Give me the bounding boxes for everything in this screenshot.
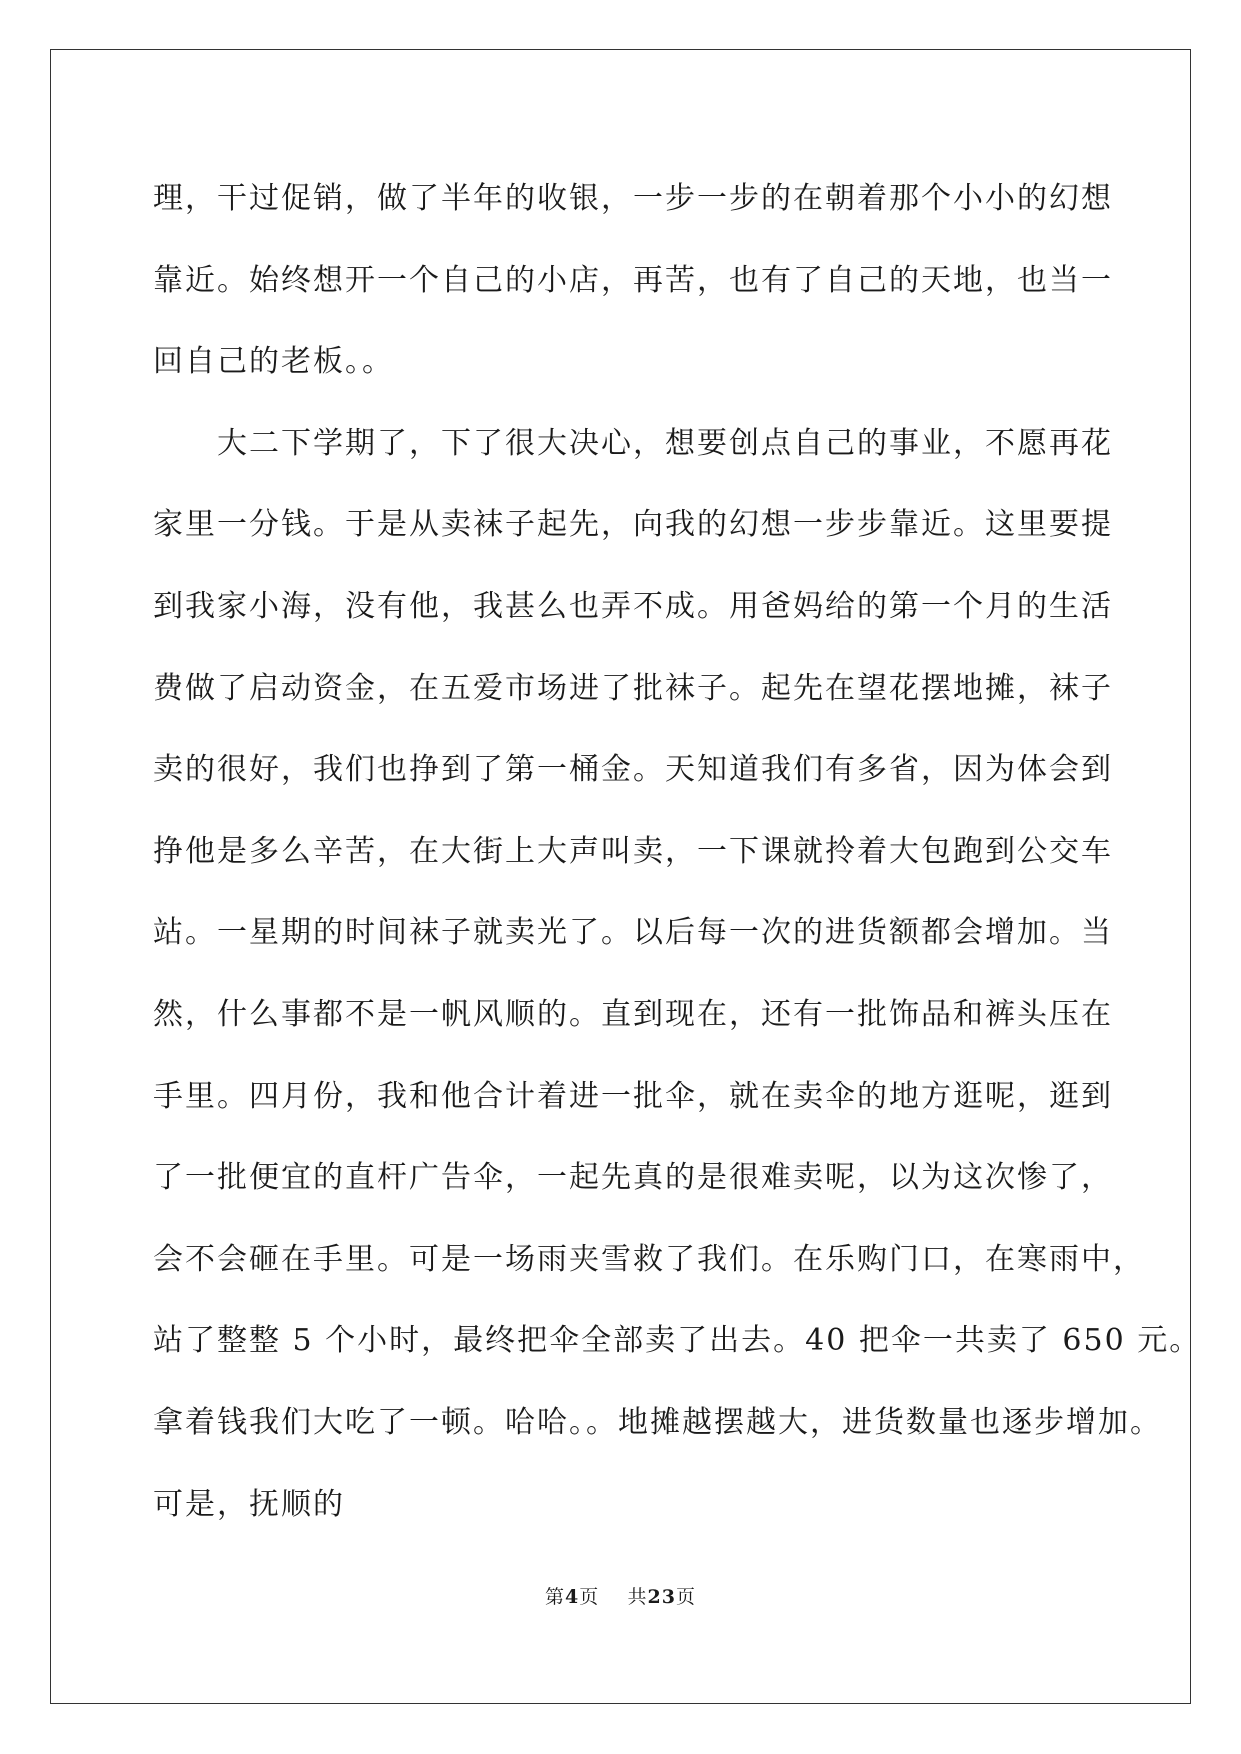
footer-page-prefix: 第 [545, 1586, 566, 1608]
footer-page-suffix: 页 [579, 1586, 600, 1608]
paragraph-line: 了一批便宜的直杆广告伞，一起先真的是很难卖呢，以为这次惨了， [153, 1160, 1113, 1196]
paragraph-line: 挣他是多么辛苦，在大街上大声叫卖，一下课就拎着大包跑到公交车 [153, 833, 1113, 869]
footer-total-prefix: 共 [627, 1586, 648, 1608]
paragraph-line: 到我家小海，没有他，我甚么也弄不成。用爸妈给的第一个月的生活 [153, 588, 1113, 624]
paragraph-line: 大二下学期了，下了很大决心，想要创点自己的事业，不愿再花 [153, 425, 1113, 461]
paragraph-line: 费做了启动资金，在五爱市场进了批袜子。起先在望花摆地摊，袜子 [153, 670, 1113, 706]
paragraph-line: 靠近。始终想开一个自己的小店，再苦，也有了自己的天地，也当一 [153, 262, 1113, 298]
document-body [153, 158, 1202, 1545]
page-footer [0, 1582, 1241, 1609]
paragraph-line: 家里一分钱。于是从卖袜子起先，向我的幻想一步步靠近。这里要提 [153, 507, 1113, 543]
paragraph-line: 理，干过促销，做了半年的收银，一步一步的在朝着那个小小的幻想 [153, 181, 1113, 216]
footer-total-pages: 23 [647, 1586, 676, 1608]
footer-total-suffix: 页 [675, 1586, 696, 1608]
paragraph-line: 站了整整 5 个小时，最终把伞全部卖了出去。40 把伞一共卖了 650 元。 [153, 1323, 1202, 1359]
paragraph-line: 会不会砸在手里。可是一场雨夹雪救了我们。在乐购门口，在寒雨中， [153, 1241, 1145, 1277]
paragraph-line: 手里。四月份，我和他合计着进一批伞，就在卖伞的地方逛呢，逛到 [153, 1078, 1113, 1114]
paragraph-line: 可是，抚顺的 [153, 1486, 345, 1522]
paragraph-line: 拿着钱我们大吃了一顿。哈哈。。地摊越摆越大，进货数量也逐步增加。 [153, 1404, 1162, 1440]
paragraph-line: 然，什么事都不是一帆风顺的。直到现在，还有一批饰品和裤头压在 [153, 996, 1113, 1032]
paragraph-line: 站。一星期的时间袜子就卖光了。以后每一次的进货额都会增加。当 [153, 915, 1113, 951]
paragraph-line: 回自己的老板。。 [153, 344, 394, 380]
footer-page-number: 4 [565, 1586, 580, 1608]
paragraph-line: 卖的很好，我们也挣到了第一桶金。天知道我们有多省，因为体会到 [153, 752, 1113, 788]
